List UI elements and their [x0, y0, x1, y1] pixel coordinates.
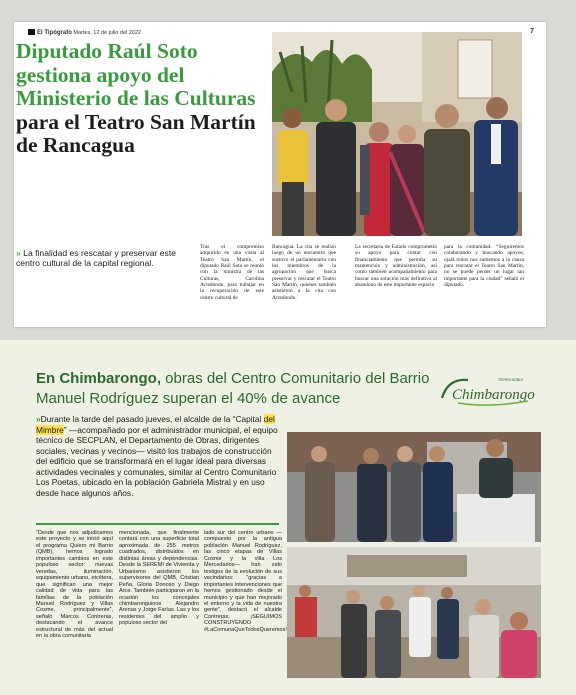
article2-column: “Desde que nos adjudicamos este proyecto y se inició aquí el programa Quiero mi Barrio (QMB), hemos logrado importantes cambios en este populoso sector: nuevas veredas, iluminación, equipamiento urbano, etcétera, que significan una mejor calidad de vida para las familias de la población Manuel Rodríguez y Villas Cosme, principalmente”, señaló Marcos Contreras, destacando el avance estructural de más del actual en la obra comunitaria [36, 530, 113, 640]
article1-column: Tras el compromiso adquirido en una visita al Teatro San Martín, el diputado Raúl Soto se reunió con la ministra de las Culturas, Carolina Arredondo, para trabajar en la recuperación de este centro cultural de [200, 244, 264, 301]
chimbarongo-logo [438, 372, 538, 412]
group-photo-image [272, 32, 522, 236]
article1-headline-green: Diputado Raúl Soto gestiona apoyo del Ministerio de las Culturas [16, 39, 256, 110]
article2-photo-bottom [287, 547, 541, 678]
article1-lead-text: La finalidad es rescatar y preservar este centro cultural de la capital regional. [16, 248, 177, 268]
site-visit-photo-image [287, 547, 541, 678]
article2-headline [36, 369, 446, 409]
article2-photo-top [287, 432, 541, 542]
lead-marker-icon: » [16, 248, 21, 258]
article1-photo [272, 32, 522, 236]
article2-lead-post: ” —acompañado por el administrador municipal, el equipo técnico de SECPLAN, el Departamento de Obras, dirigentes sociales, vecinas y vecinos— visitó los trabajos de construcción del edificio que se transformará en el lugar ideal para diversas actividades vecinales y comunales, similar al Centro Comunitario Los Poetas, ubicado en la población Gabriela Mistral y en uso desde hace algunos años. [36, 424, 278, 498]
article1-column: Rancagua. La cita se realizó luego de un encuentro que sostuvo el parlamentario con los miembros de la agrupación que busca preservar y rescatar el Teatro San Martín, quienes también asistieron a la cita con Arredondo. [272, 244, 336, 301]
article2-lead-pre: Durante la tarde del pasado jueves, el alcalde de la “Capital [40, 414, 264, 424]
meeting-photo-image [287, 432, 541, 542]
logo-tag: TIERRA NOBLE [498, 378, 524, 382]
article1-headline [16, 40, 276, 158]
logo-text: Chimbarongo [452, 387, 535, 403]
article1-column: La secretaria de Estado comprometió su apoyo para contar con financiamiento que permita su mantención y administración, así como también acompañamiento para buscar una solución más definitiva al abandono de este importante espacio [355, 244, 437, 289]
article1-lead [16, 248, 196, 268]
chimbarongo-logo-icon [438, 372, 538, 412]
newspaper-logo-icon [28, 29, 35, 35]
article2-column: mencionada, que finalmente contará con una superficie total aproximada de 255 metros cuadrados, distribuidos en distintas áreas y dependencias. Desde la SEREMI de Vivienda y Urbanismo asistieron los supervisores del QMB, Cristian Peña, Gloria Donoso y Diego Arce. También participaron en la ocasión los concejales chimbaronguinos Alejandro Arenas y Jorge Farías. Las y los residentes del amplio y populoso sector del [119, 530, 199, 627]
article2-column: lado sur del centro urbano —compuesto por la antigua población Manuel Rodríguez, las cinco etapas de Villas Cosme y la villa Los Mercedarios— han sido testigos de la evolución de sus vecindarios: “gracias a importantes intervenciones que hemos gestionado desde el municipio y que han mejorado el entorno y la vida de nuestra gente”, destacó el alcalde Contreras. ¡SEGUIMOS CONSTRUYENDO #LaComunaQueTodosQueremos! [204, 530, 287, 633]
article1-headline-black: para el Teatro San Martín de Rancagua [16, 109, 256, 157]
article1-column: para la comunidad. “Seguiremos colaborando y buscando apoyos, ojalá todos nos sumemos a la causa para rescatar el Teatro San Martín, no se puede perder un lugar tan importante para la ciudad” señaló el diputado. [444, 244, 524, 289]
article2-headline-bold: En Chimbarongo, [36, 370, 161, 387]
page-number: 7 [530, 28, 534, 35]
article2-headline-rest: obras del Centro Comunitario del Barrio Manuel Rodríguez superan el 40% de avance [36, 370, 430, 407]
article2-lead [36, 414, 279, 498]
highlighted-text: del Mimbre [36, 414, 275, 435]
newspaper-name: El Tipógrafo [37, 30, 72, 36]
issue-date: Martes, 12 de julio del 2022 [73, 30, 141, 36]
lead2-marker-icon: » [36, 414, 41, 424]
section-divider [36, 523, 279, 525]
